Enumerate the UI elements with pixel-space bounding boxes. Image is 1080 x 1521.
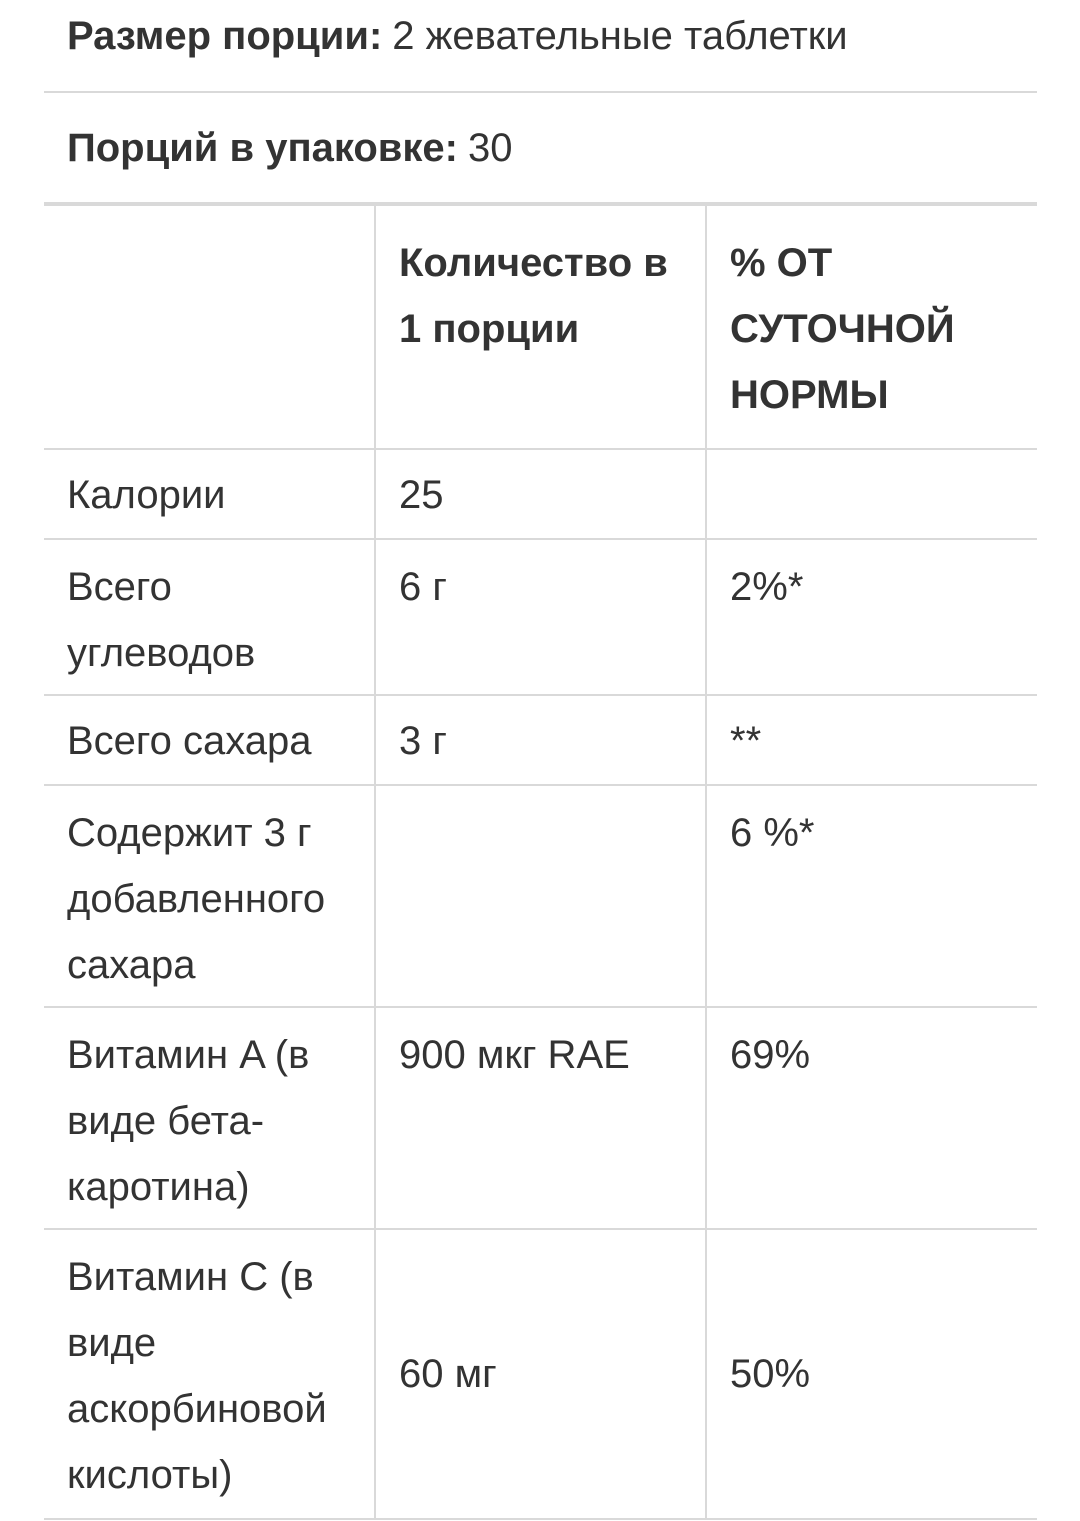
nutrient-name: Витамин A (в виде бета-каротина) xyxy=(44,1007,375,1229)
nutrient-amount: 25 xyxy=(375,449,706,539)
header-amount-per-serving: Количество в 1 порции xyxy=(375,205,706,449)
nutrient-name: Содержит 3 г добавленного сахара xyxy=(44,785,375,1007)
nutrient-amount xyxy=(375,785,706,1007)
nutrient-daily-value: 69% xyxy=(706,1007,1037,1229)
servings-per-container-label: Порций в упаковке: xyxy=(67,125,458,170)
nutrient-name: Всего сахара xyxy=(44,695,375,785)
table-row xyxy=(44,1007,1037,1229)
nutrient-amount: 60 мг xyxy=(375,1229,706,1519)
nutrient-name: Витамин C (в виде аскорбиновой кислоты) xyxy=(44,1229,375,1519)
table-row xyxy=(44,785,1037,1007)
servings-per-container-row xyxy=(44,93,1037,204)
table-row xyxy=(44,695,1037,785)
servings-per-container-value: 30 xyxy=(467,125,513,170)
table-row xyxy=(44,1229,1037,1519)
nutrient-daily-value: 2%* xyxy=(706,539,1037,695)
nutrient-daily-value: 6 %* xyxy=(706,785,1037,1007)
header-nutrient xyxy=(44,205,375,449)
header-daily-value: % ОТ СУТОЧНОЙ НОРМЫ xyxy=(706,205,1037,449)
table-header-row xyxy=(44,205,1037,449)
nutrient-daily-value: 50% xyxy=(706,1229,1037,1519)
nutrient-name: Всего углеводов xyxy=(44,539,375,695)
nutrient-amount: 3 г xyxy=(375,695,706,785)
serving-size-value: 2 жевательные таблетки xyxy=(392,14,848,58)
table-row xyxy=(44,539,1037,695)
table-row xyxy=(44,449,1037,539)
nutrient-amount: 900 мкг RAE xyxy=(375,1007,706,1229)
nutrient-daily-value xyxy=(706,449,1037,539)
nutrient-amount: 6 г xyxy=(375,539,706,695)
nutrition-table xyxy=(44,204,1037,1520)
serving-size-row xyxy=(44,0,1037,93)
nutrient-name: Калории xyxy=(44,449,375,539)
serving-size-label: Размер порции: xyxy=(67,14,383,58)
nutrient-daily-value: ** xyxy=(706,695,1037,785)
